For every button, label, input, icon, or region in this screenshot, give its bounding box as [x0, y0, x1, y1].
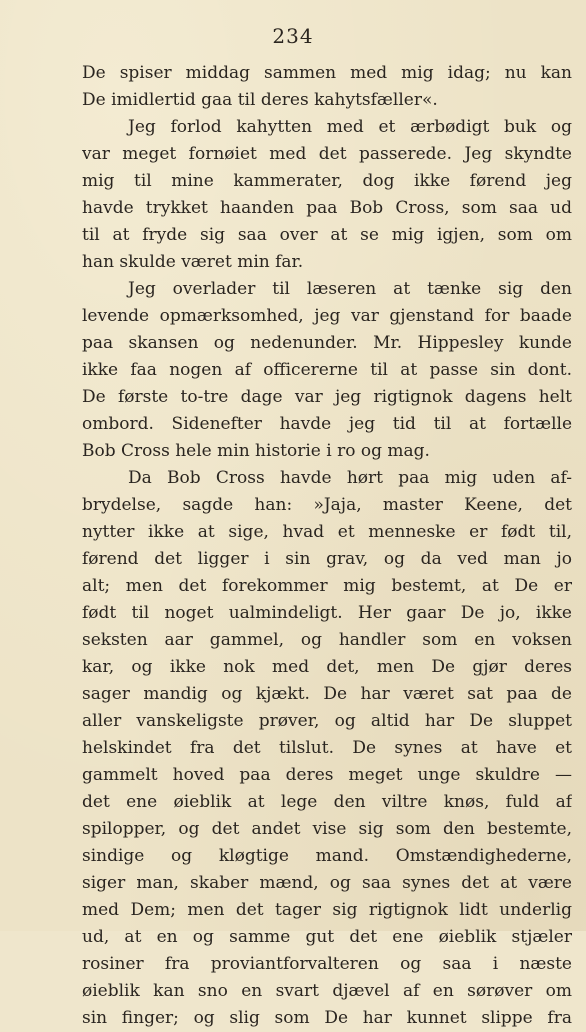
text-line: kar, og ikke nok med det, men De gjør deres [82, 657, 572, 677]
text-line: Jeg overlader til læseren at tænke sig den [128, 279, 572, 299]
text-line: mig til mine kammerater, dog ikke førend jeg [82, 171, 572, 191]
text-line: De spiser middag sammen med mig idag; nu kan [82, 63, 572, 83]
text-line: ud, at en og samme gut det ene øieblik stjæler [82, 927, 572, 947]
text-line: øieblik kan sno en svart djævel af en sørøver om [82, 981, 572, 1001]
text-line: Bob Cross hele min historie i ro og mag. [82, 441, 430, 461]
text-line: det ene øieblik at lege den viltre knøs, fuld af [82, 792, 572, 812]
text-line: paa skansen og nedenunder. Mr. Hippesley kunde [82, 333, 572, 353]
text-line: Da Bob Cross havde hørt paa mig uden af- [128, 468, 572, 488]
text-line: sindige og kløgtige mand. Omstændighederne, [82, 846, 572, 866]
text-line: seksten aar gammel, og handler som en voksen [82, 630, 572, 650]
text-line: siger man, skaber mænd, og saa synes det at være [82, 873, 572, 893]
text-line: sager mandig og kjækt. De har været sat paa de [82, 684, 572, 704]
text-line: helskindet fra det tilslut. De synes at have et [82, 738, 572, 758]
text-line: havde trykket haanden paa Bob Cross, som saa ud [82, 198, 572, 218]
text-line: rosiner fra proviantforvalteren og saa i næste [82, 954, 572, 974]
text-line: med Dem; men det tager sig rigtignok lidt underlig [82, 900, 572, 920]
text-line: levende opmærksomhed, jeg var gjenstand for baade [82, 306, 572, 326]
text-line: født til noget ualmindeligt. Her gaar De jo, ikke [82, 603, 572, 623]
text-line: til at fryde sig saa over at se mig igjen, som om [82, 225, 572, 245]
text-line: han skulde været min far. [82, 252, 304, 272]
text-line: aller vanskeligste prøver, og altid har De sluppet [82, 711, 572, 731]
text-line: var meget fornøiet med det passerede. Jeg skyndte [82, 144, 572, 164]
body-text [82, 60, 572, 1032]
text-line: Jeg forlod kahytten med et ærbødigt buk og [128, 117, 572, 137]
text-line: De første to-tre dage var jeg rigtignok dagens helt [82, 387, 572, 407]
text-line: brydelse, sagde han: »Jaja, master Keene, det [82, 495, 572, 515]
text-line: nytter ikke at sige, hvad et menneske er født til, [82, 522, 572, 542]
text-line: ombord. Sidenefter havde jeg tid til at fortælle [82, 414, 572, 434]
text-line: De imidlertid gaa til deres kahytsfæller«. [82, 90, 438, 110]
text-line: gammelt hoved paa deres meget unge skuldre — [82, 765, 572, 785]
text-line: ikke faa nogen af officererne til at passe sin dont. [82, 360, 572, 380]
text-line: sin finger; og slig som De har kunnet slippe fra [82, 1008, 572, 1028]
text-line: førend det ligger i sin grav, og da ved man jo [82, 549, 572, 569]
text-line: spilopper, og det andet vise sig som den bestemte, [82, 819, 572, 839]
text-line: alt; men det forekommer mig bestemt, at De er [82, 576, 572, 596]
page-number: 234 [272, 24, 314, 48]
